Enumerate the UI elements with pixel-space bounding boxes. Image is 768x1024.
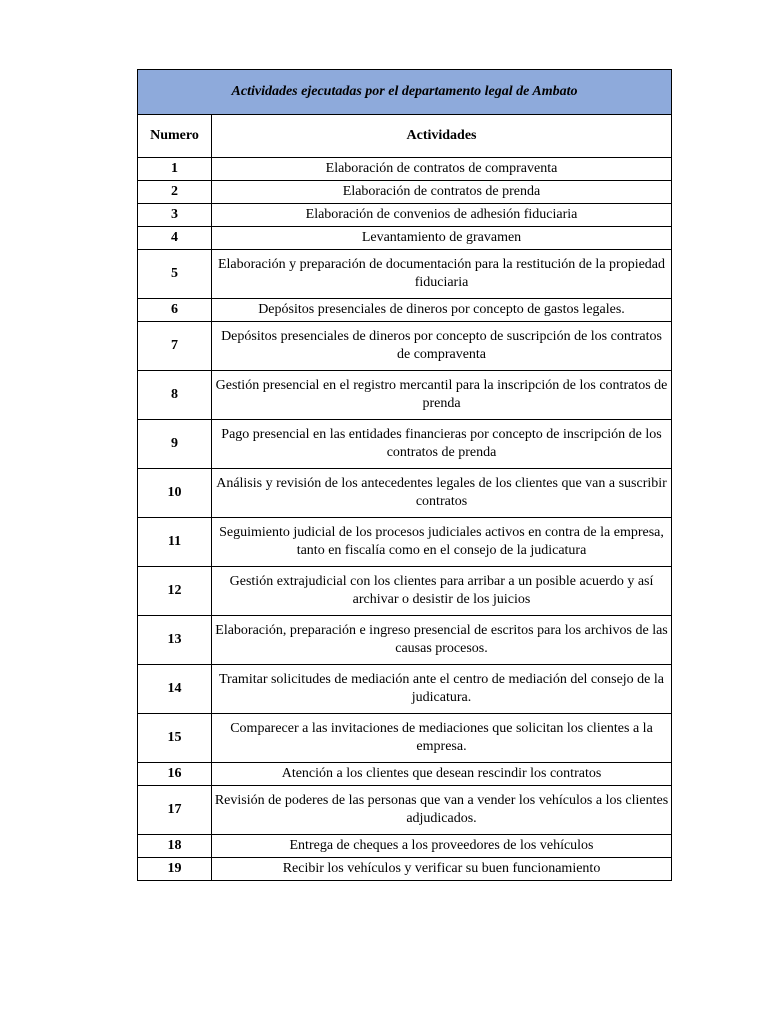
table-row: [138, 250, 672, 299]
row-activity: Depósitos presenciales de dineros por concepto de gastos legales.: [212, 299, 672, 322]
row-activity: Depósitos presenciales de dineros por concepto de suscripción de los contratos de compraventa: [212, 322, 672, 371]
row-number: 7: [138, 322, 212, 371]
row-activity: Elaboración de contratos de compraventa: [212, 158, 672, 181]
row-activity: Elaboración y preparación de documentación para la restitución de la propiedad fiduciaria: [212, 250, 672, 299]
table-row: [138, 714, 672, 763]
row-number: 6: [138, 299, 212, 322]
table-row: [138, 181, 672, 204]
row-activity: Seguimiento judicial de los procesos judiciales activos en contra de la empresa, tanto en fiscalía como en el consejo de la judicatura: [212, 518, 672, 567]
row-activity: Elaboración, preparación e ingreso presencial de escritos para los archivos de las causas procesos.: [212, 616, 672, 665]
row-activity: Análisis y revisión de los antecedentes legales de los clientes que van a suscribir contratos: [212, 469, 672, 518]
row-number: 15: [138, 714, 212, 763]
row-activity: Gestión extrajudicial con los clientes para arribar a un posible acuerdo y así archivar o desistir de los juicios: [212, 567, 672, 616]
header-activities: Actividades: [212, 115, 672, 158]
row-number: 4: [138, 227, 212, 250]
row-activity: Pago presencial en las entidades financieras por concepto de inscripción de los contratos de prenda: [212, 420, 672, 469]
row-number: 2: [138, 181, 212, 204]
row-activity: Atención a los clientes que desean rescindir los contratos: [212, 763, 672, 786]
row-activity: Gestión presencial en el registro mercantil para la inscripción de los contratos de prenda: [212, 371, 672, 420]
row-activity: Comparecer a las invitaciones de mediaciones que solicitan los clientes a la empresa.: [212, 714, 672, 763]
row-number: 1: [138, 158, 212, 181]
table-row: [138, 616, 672, 665]
row-number: 17: [138, 786, 212, 835]
table-row: [138, 518, 672, 567]
row-number: 12: [138, 567, 212, 616]
row-number: 11: [138, 518, 212, 567]
row-number: 14: [138, 665, 212, 714]
row-number: 13: [138, 616, 212, 665]
table-row: [138, 227, 672, 250]
table-row: [138, 371, 672, 420]
table-row: [138, 469, 672, 518]
row-activity: Elaboración de convenios de adhesión fiduciaria: [212, 204, 672, 227]
table-row: [138, 858, 672, 881]
row-activity: Elaboración de contratos de prenda: [212, 181, 672, 204]
row-number: 5: [138, 250, 212, 299]
row-activity: Recibir los vehículos y verificar su buen funcionamiento: [212, 858, 672, 881]
table-row: [138, 835, 672, 858]
table-body: [138, 158, 672, 881]
activities-table: [137, 69, 672, 881]
table-row: [138, 420, 672, 469]
table-row: [138, 322, 672, 371]
row-number: 16: [138, 763, 212, 786]
row-number: 18: [138, 835, 212, 858]
row-activity: Tramitar solicitudes de mediación ante el centro de mediación del consejo de la judicatura.: [212, 665, 672, 714]
table-title: Actividades ejecutadas por el departamento legal de Ambato: [138, 70, 672, 115]
row-number: 9: [138, 420, 212, 469]
table-row: [138, 763, 672, 786]
table-row: [138, 786, 672, 835]
table-row: [138, 567, 672, 616]
table-row: [138, 158, 672, 181]
row-number: 10: [138, 469, 212, 518]
row-activity: Revisión de poderes de las personas que van a vender los vehículos a los clientes adjudicados.: [212, 786, 672, 835]
row-number: 19: [138, 858, 212, 881]
row-activity: Entrega de cheques a los proveedores de los vehículos: [212, 835, 672, 858]
table-row: [138, 665, 672, 714]
header-number: Numero: [138, 115, 212, 158]
row-number: 8: [138, 371, 212, 420]
row-activity: Levantamiento de gravamen: [212, 227, 672, 250]
table-row: [138, 299, 672, 322]
row-number: 3: [138, 204, 212, 227]
table-row: [138, 204, 672, 227]
